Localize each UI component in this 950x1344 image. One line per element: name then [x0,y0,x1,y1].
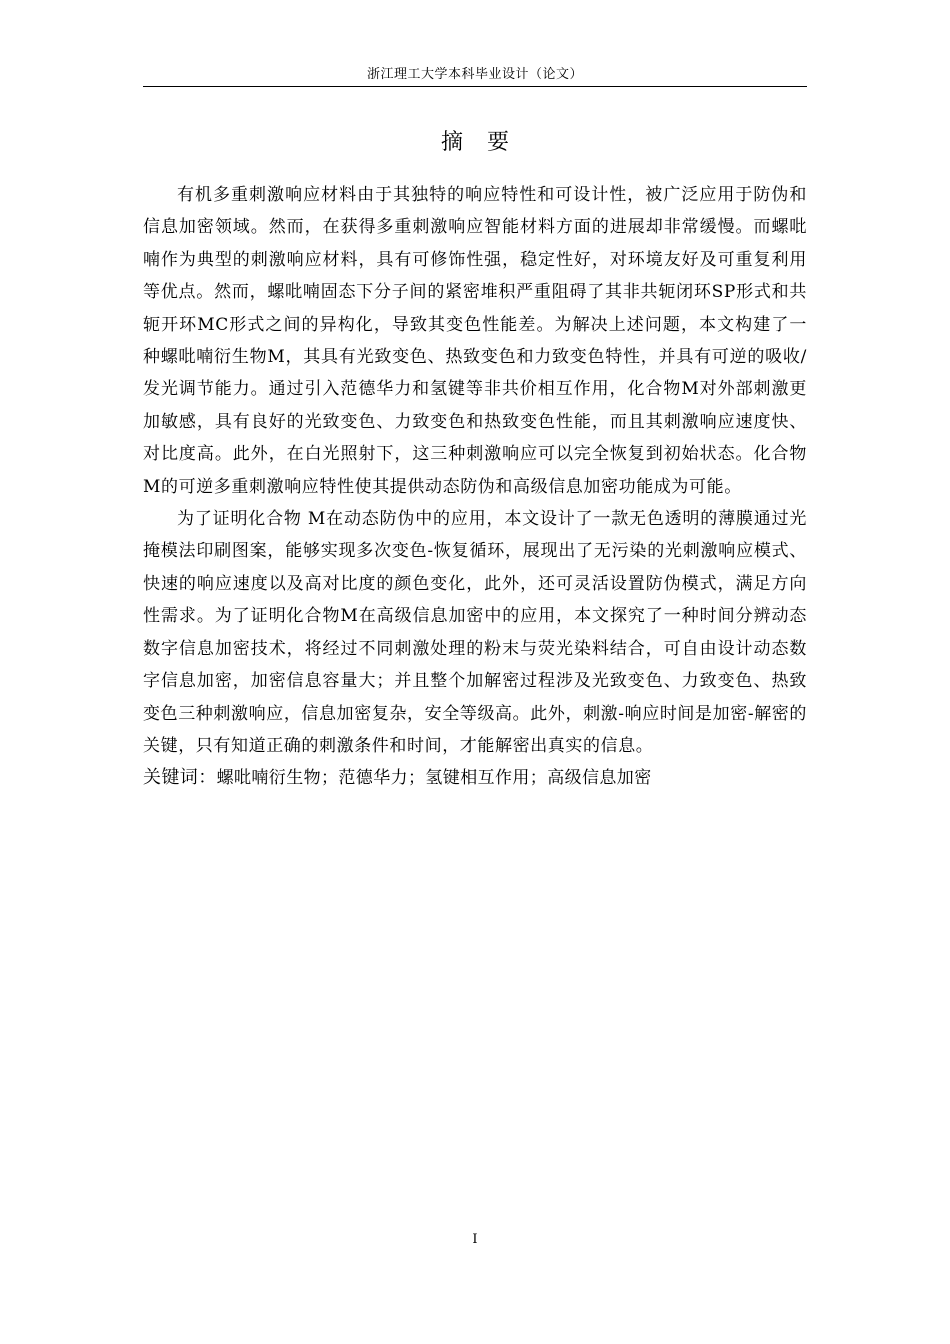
keywords-list: 螺吡喃衍生物；范德华力；氢键相互作用；高级信息加密 [216,768,652,789]
keywords-line [143,762,807,794]
abstract-paragraph-2: 为了证明化合物 M在动态防伪中的应用，本文设计了一款无色透明的薄膜通过光掩模法印刷图案，能够实现多次变色-恢复循环，展现出了无污染的光刺激响应模式、快速的响应速度以及高对比度的颜色变化，此外，还可灵活设置防伪模式，满足方向性需求。为了证明化合物M在高级信息加密中的应用，本文探究了一种时间分辨动态数字信息加密技术，将经过不同刺激处理的粉末与荧光染料结合，可自由设计动态数字信息加密，加密信息容量大；并且整个加解密过程涉及光致变色、力致变色、热致变色三种刺激响应，信息加密复杂，安全等级高。此外，刺激-响应时间是加密-解密的关键，只有知道正确的刺激条件和时间，才能解密出真实的信息。 [143,509,807,756]
page-header: 浙江理工大学本科毕业设计（论文） [366,67,583,82]
header-rule [143,86,807,87]
page-title: 摘要 [440,130,533,155]
keywords-label: 关键词： [143,767,217,789]
page-number: I [472,1232,478,1247]
abstract-paragraph-1: 有机多重刺激响应材料由于其独特的响应特性和可设计性，被广泛应用于防伪和信息加密领域。然而，在获得多重刺激响应智能材料方面的进展却非常缓慢。而螺吡喃作为典型的刺激响应材料，具有可修饰性强，稳定性好，对环境友好及可重复利用等优点。然而，螺吡喃固态下分子间的紧密堆积严重阻碍了其非共轭闭环SP形式和共轭开环MC形式之间的异构化，导致其变色性能差。为解决上述问题，本文构建了一种螺吡喃衍生物M，其具有光致变色、热致变色和力致变色特性，并具有可逆的吸收/发光调节能力。通过引入范德华力和氢键等非共价相互作用，化合物M对外部刺激更加敏感，具有良好的光致变色、力致变色和热致变色性能，而且其刺激响应速度快、对比度高。此外，在白光照射下，这三种刺激响应可以完全恢复到初始状态。化合物M的可逆多重刺激响应特性使其提供动态防伪和高级信息加密功能成为可能。 [143,185,807,497]
abstract-body [143,179,807,794]
